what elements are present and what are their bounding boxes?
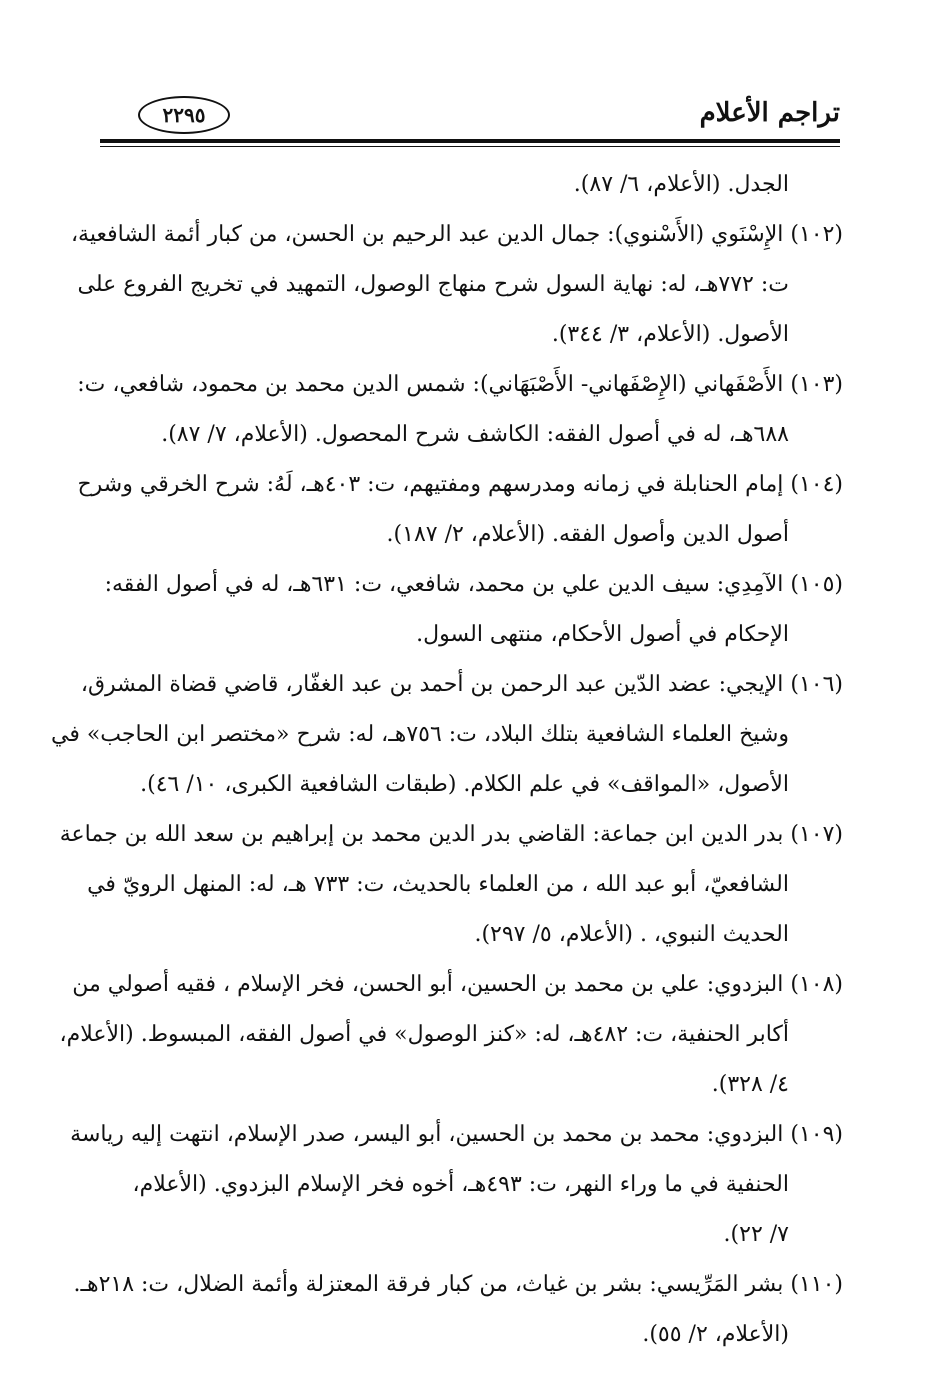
- text-line: الشافعيّ، أبو عبد الله ، من العلماء بالحديث، ت: ٧٣٣ هـ، له: المنهل الرويّ في: [87, 872, 789, 897]
- text-line: أصول الدين وأصول الفقه. (الأعلام، ٢/ ١٨٧).: [386, 522, 789, 547]
- text-line: (١٠٥) الآمِدِي: سيف الدين علي بن محمد، شافعي، ت: ٦٣١هـ، له في أصول الفقه:: [104, 572, 843, 597]
- text-line: (الأعلام، ٢/ ٥٥).: [642, 1322, 789, 1347]
- text-line: الأصول. (الأعلام، ٣/ ٣٤٤).: [551, 322, 789, 347]
- text-line: (١١٠) بشر المَرِّيسي: بشر بن غياث، من كبار فرقة المعتزلة وأئمة الضلال، ت: ٢١٨هـ.: [73, 1272, 843, 1297]
- text-line: (١٠٤) إمام الحنابلة في زمانه ومدرسهم ومفتيهم، ت: ٤٠٣هـ، لَهُ: شرح الخرقي وشرح: [77, 472, 843, 497]
- text-line: أكابر الحنفية، ت: ٤٨٢هـ، له: «كنز الوصول» في أصول الفقه، المبسوط. (الأعلام،: [59, 1022, 789, 1047]
- text-line: الأصول، «المواقف» في علم الكلام. (طبقات الشافعية الكبرى، ١٠/ ٤٦).: [140, 772, 789, 797]
- text-line: ٧/ ٢٢).: [723, 1222, 789, 1247]
- text-line: (١٠٧) بدر الدين ابن جماعة: القاضي بدر الدين محمد بن إبراهيم بن سعد الله بن جماعة: [59, 822, 843, 847]
- text-line: (١٠٦) الإيجي: عضد الدّين عبد الرحمن بن أحمد بن عبد الغفّار، قاضي قضاة المشرق،: [80, 672, 843, 697]
- text-line: (١٠٨) البزدوي: علي بن محمد بن الحسين، أبو الحسن، فخر الإسلام ، فقيه أصولي من: [72, 972, 843, 997]
- text-line: (١٠٢) الإِسْنَوي (الأَسْنوي): جمال الدين عبد الرحيم بن الحسن، من كبار أئمة الشافعية،: [70, 222, 843, 247]
- header-rule-thin: [100, 146, 840, 147]
- biography-list: [51, 160, 843, 1360]
- text-line: الحديث النبوي، . (الأعلام، ٥/ ٢٩٧).: [474, 922, 789, 947]
- text-line: وشيخ العلماء الشافعية بتلك البلاد، ت: ٧٥٦هـ، له: شرح «مختصر ابن الحاجب» في: [51, 722, 789, 747]
- text-line: الجدل. (الأعلام، ٦/ ٨٧).: [573, 172, 789, 197]
- page-number: ٢٢٩٥: [138, 96, 230, 134]
- running-title: تراجم الأعلام: [699, 98, 840, 128]
- header-rule-thick: [100, 139, 840, 143]
- text-line: ٦٨٨هـ، له في أصول الفقه: الكاشف شرح المحصول. (الأعلام، ٧/ ٨٧).: [161, 422, 789, 447]
- text-line: (١٠٣) الأَصْفَهاني (الإِصْفَهاني- الأَصْبَهَاني): شمس الدين محمد بن محمود، شافعي، ت:: [77, 372, 843, 397]
- text-line: الإحكام في أصول الأحكام، منتهى السول.: [416, 622, 789, 647]
- text-line: ٤/ ٣٢٨).: [711, 1072, 789, 1097]
- page-header: [100, 84, 840, 150]
- text-line: (١٠٩) البزدوي: محمد بن محمد بن الحسين، أبو اليسر، صدر الإسلام، انتهت إليه رياسة: [70, 1122, 843, 1147]
- text-line: الحنفية في ما وراء النهر، ت: ٤٩٣هـ، أخوه فخر الإسلام البزدوي. (الأعلام،: [132, 1172, 789, 1197]
- text-line: ت: ٧٧٢هـ، له: نهاية السول شرح منهاج الوصول، التمهيد في تخريج الفروع على: [77, 272, 789, 297]
